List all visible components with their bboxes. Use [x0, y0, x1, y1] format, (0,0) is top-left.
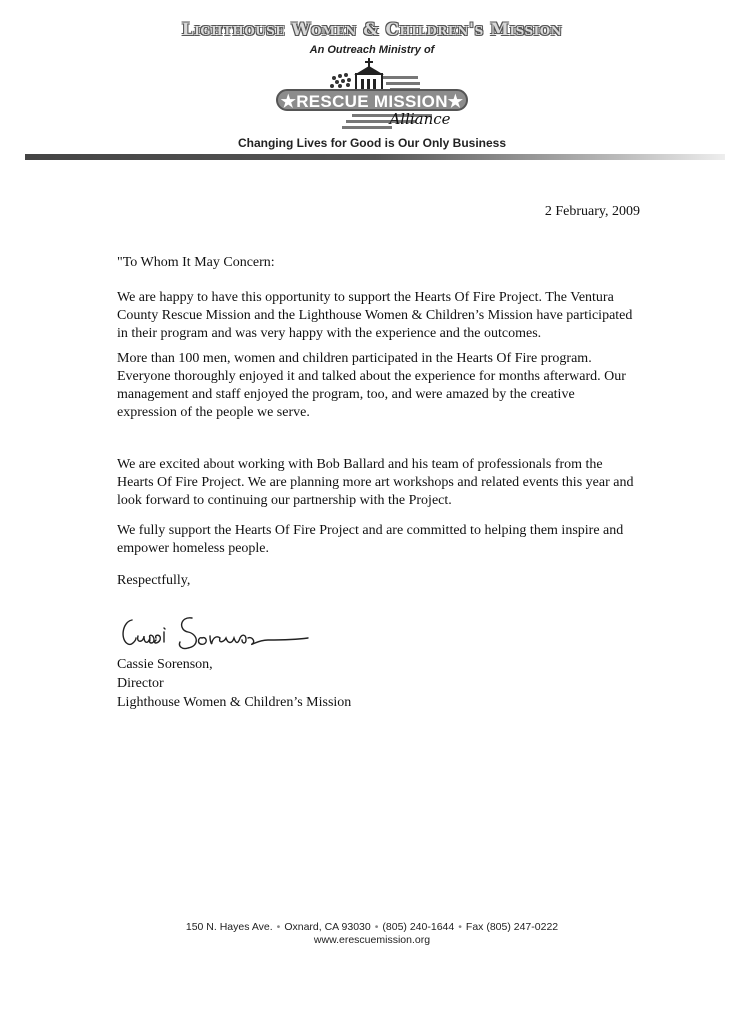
paragraph-text: We are excited about working with Bob Ballard and his team of professionals from the Hearts Of Fire Project. We are planning more art workshops and related events this year and look forward to continuing our partnership with the Project. [117, 457, 634, 508]
signature-image [118, 610, 318, 658]
letterhead-outreach-line: An Outreach Ministry of [309, 44, 435, 56]
footer-city: Oxnard, CA 93030 [284, 921, 371, 933]
footer-website: www.erescuemission.org [313, 934, 431, 946]
footer-contact-line [0, 921, 744, 934]
signer-title: Director [117, 676, 164, 691]
logo-rescue-mission-text: ★RESCUE MISSION★ [276, 89, 468, 111]
paragraph-text: We are happy to have this opportunity to support the Hearts Of Fire Project. The Ventura County Rescue Mission and the Lighthouse Women & Children’s Mission have participated in their program and was very happy with the experience and the outcomes. [117, 290, 633, 341]
separator-dot: • [458, 921, 462, 933]
footer-address: 150 N. Hayes Ave. [185, 921, 273, 933]
handwritten-signature [118, 610, 318, 658]
letter-date: 2 February, 2009 [544, 204, 640, 219]
logo-alliance-text: Alliance [389, 110, 451, 128]
letterhead-org-name: Lighthouse Women & Children's Mission [181, 20, 563, 40]
paragraph-text: More than 100 men, women and children participated in the Hearts Of Fire program. Everyone thoroughly enjoyed it and talked about the experience for months afterward. Our management and staff enjoyed the program, too, and were amazed by the creative expression of the people we serve. [117, 351, 626, 420]
footer-phone: (805) 240-1644 [382, 921, 455, 933]
body-paragraph-4 [117, 522, 637, 558]
paragraph-text: We fully support the Hearts Of Fire Project and are committed to helping them inspire and empower homeless people. [117, 523, 624, 556]
body-paragraph-3 [117, 456, 637, 510]
letterhead-tagline: Changing Lives for Good is Our Only Business [237, 136, 507, 150]
rescue-mission-logo [262, 58, 482, 136]
letterhead-footer [0, 921, 744, 947]
salutation: "To Whom It May Concern: [117, 255, 275, 270]
footer-fax: Fax (805) 247-0222 [465, 921, 559, 933]
body-paragraph-2 [117, 350, 637, 422]
separator-dot: • [374, 921, 379, 933]
body-paragraph-1 [117, 289, 637, 343]
signer-name: Cassie Sorenson, [117, 657, 213, 672]
letterhead-divider [25, 154, 725, 160]
signer-block [117, 655, 351, 712]
signer-organization: Lighthouse Women & Children’s Mission [117, 695, 352, 710]
separator-dot: • [276, 921, 281, 933]
closing: Respectfully, [117, 573, 191, 588]
